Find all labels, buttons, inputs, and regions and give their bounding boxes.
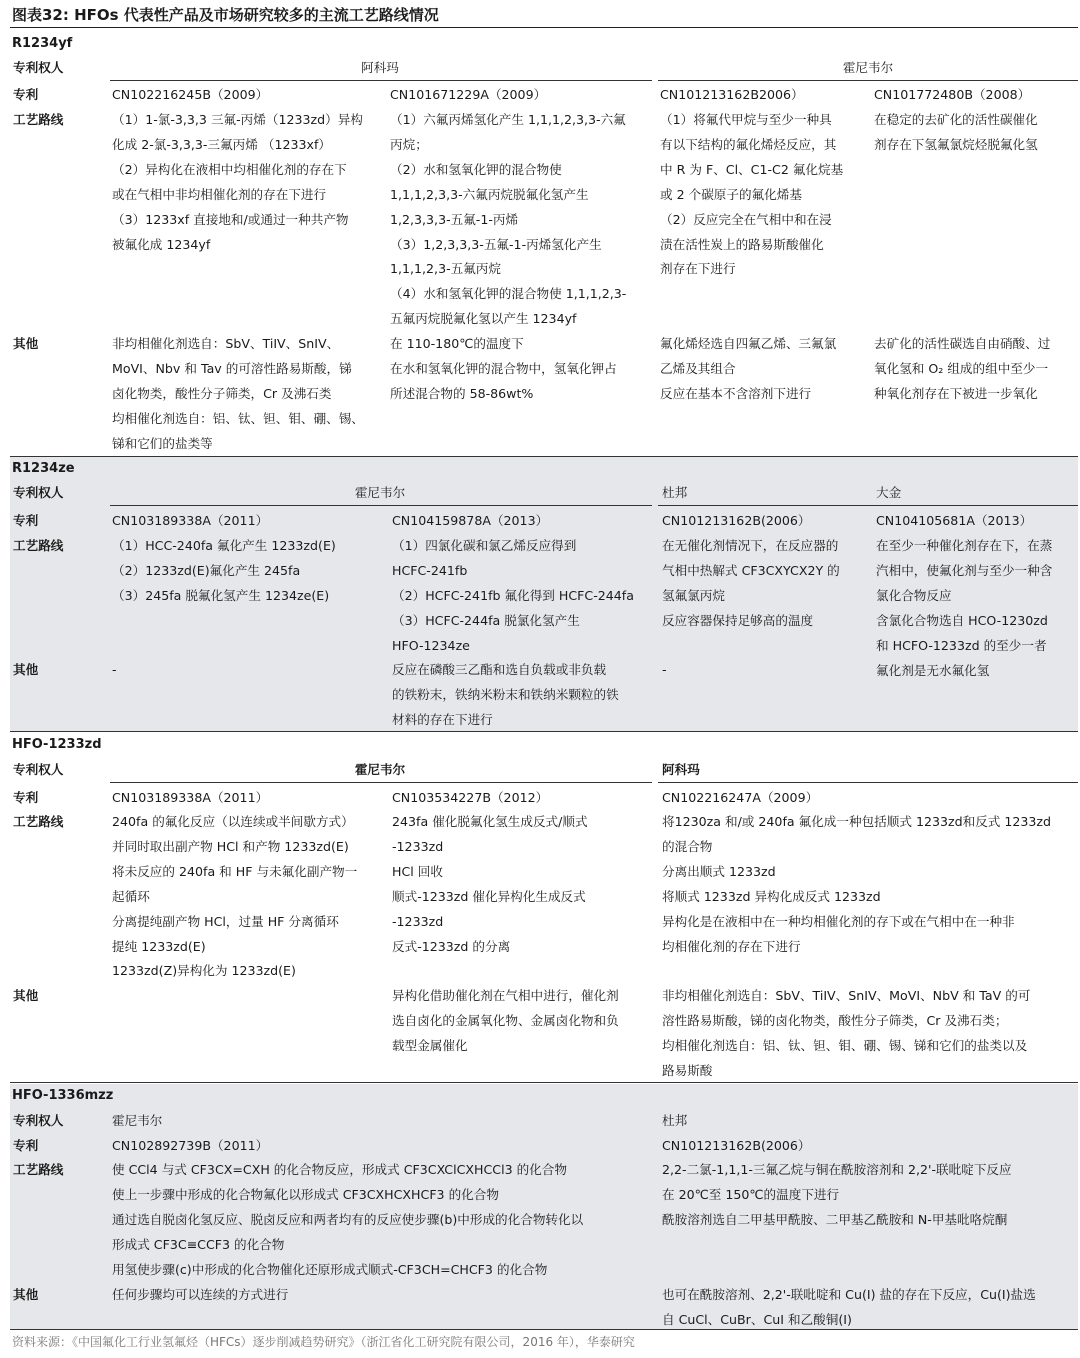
route-line: 起循环: [112, 888, 150, 904]
holder-group: 阿科玛: [662, 762, 700, 777]
route-line: （3）1233xf 直接地和/或通过一种共产物: [112, 211, 349, 227]
patent-label: 专利: [13, 87, 39, 102]
route-line: 用氢使步骤(c)中形成的化合物催化还原形成式顺式-CF3CH=CHCF3 的化合物: [112, 1261, 548, 1277]
patent-number: CN101671229A（2009）: [390, 87, 547, 102]
route-line: 气相中热解式 CF3CXYCX2Y 的: [662, 562, 840, 578]
route-line: 分离提纯副产物 HCl，过量 HF 分离循环: [112, 913, 339, 929]
other-line: 异构化借助催化剂在气相中进行，催化剂: [392, 988, 619, 1003]
patent-number: CN103534227B（2012）: [392, 790, 549, 805]
other-line: 去矿化的活性碳选自由硝酸、过: [874, 336, 1051, 351]
patent-number: CN101213162B(2006）: [662, 1138, 811, 1153]
route-line: 酰胺溶剂选自二甲基甲酰胺、二甲基乙酰胺和 N-甲基吡咯烷酮: [662, 1211, 1008, 1227]
other-line: 氟化烯烃选自四氟乙烯、三氟氯: [660, 336, 837, 351]
route-line: 1,1,1,2,3,3-六氟丙烷脱氟化氢产生: [390, 186, 589, 202]
holder-group: 杜邦: [662, 485, 688, 500]
route-line: 在无催化剂情况下，在反应器的: [662, 538, 839, 553]
other-line: 种氧化剂存在下被进一步氧化: [874, 385, 1038, 401]
route-line: 2,2-二氯-1,1,1-三氟乙烷与铜在酰胺溶剂和 2,2'-联吡啶下反应: [662, 1162, 1012, 1177]
other-line: 卤化物类，酸性分子筛类，Cr 及沸石类: [112, 385, 332, 401]
route-line: -1233zd: [392, 913, 444, 929]
holder-group: 杜邦: [662, 1113, 688, 1128]
patent-number: CN103189338A（2011）: [112, 790, 269, 805]
group-underline: [110, 505, 652, 506]
group-underline: [110, 80, 652, 81]
route-line: 均相催化剂的存在下进行: [662, 938, 801, 954]
patent-number: CN101772480B（2008）: [874, 87, 1031, 102]
holder-group: 霍尼韦尔: [112, 1113, 163, 1128]
holder-group: 霍尼韦尔: [842, 60, 894, 75]
route-line: 形成式 CF3C≡CCF3 的化合物: [112, 1236, 285, 1252]
route-line: 顺式-1233zd 催化异构化生成反式: [392, 888, 586, 904]
patent-number: CN102892739B（2011）: [112, 1138, 269, 1153]
group-underline: [110, 782, 652, 783]
route-line: （2）1233zd(E)氟化产生 245fa: [112, 562, 301, 578]
route-line: 使上一步骤中形成的化合物氟化以形成式 CF3CXHCXHCF3 的化合物: [112, 1186, 499, 1202]
route-line: 在至少一种催化剂存在下，在蒸: [876, 538, 1053, 553]
other-line: 任何步骤均可以连续的方式进行: [112, 1287, 289, 1302]
other-line: 乙烯及其组合: [660, 360, 736, 376]
route-line: 使 CCl4 与式 CF3CX=CXH 的化合物反应，形成式 CF3CXClCXHCCl3 的化合物: [112, 1162, 567, 1177]
source-note: 资料来源：《中国氟化工行业氢氟烃（HFCs）逐步削减趋势研究》（浙江省化工研究院有限公司，2016 年），华泰研究: [12, 1335, 635, 1349]
route-label: 工艺路线: [13, 814, 64, 829]
route-line: 将顺式 1233zd 异构化成反式 1233zd: [662, 888, 881, 904]
route-line: 1,1,1,2,3-五氟丙烷: [390, 261, 501, 277]
route-line: 有以下结构的氟化烯烃反应，其: [660, 136, 837, 152]
other-label: 其他: [13, 662, 39, 677]
patent-number: CN103189338A（2011）: [112, 513, 269, 528]
patent-label: 专利: [13, 513, 39, 528]
holder-label: 专利权人: [13, 1113, 64, 1128]
route-line: 或在气相中非均相催化剂的存在下进行: [112, 186, 327, 202]
route-line: HCl 回收: [392, 863, 443, 879]
other-line: 均相催化剂选自：铝、钛、钽、钼、硼、锡、锑和它们的盐类以及: [662, 1037, 1028, 1053]
route-line: 并同时取出副产物 HCl 和产物 1233zd(E): [112, 838, 349, 854]
route-label: 工艺路线: [13, 112, 64, 127]
other-line: 路易斯酸: [662, 1062, 713, 1078]
patent-label: 专利: [13, 790, 39, 805]
route-line: 和 HCFO-1233zd 的至少一者: [876, 637, 1047, 653]
other-line: 反应在磷酸三乙酯和选自负载或非负载: [392, 662, 607, 677]
route-line: 异构化是在液相中在一种均相催化剂的存下或在气相中在一种非: [662, 913, 1015, 929]
other-line: -: [112, 662, 117, 677]
other-line: 自 CuCl、CuBr、CuI 和乙酸铜(I): [662, 1311, 852, 1327]
other-line: 均相催化剂选自：铝、钛、钽、钼、硼、锡、: [112, 410, 364, 426]
route-line: 243fa 催化脱氟化氢生成反式/顺式: [392, 814, 588, 829]
figure-title: 图表32: HFOs 代表性产品及市场研究较多的主流工艺路线情况: [10, 4, 1078, 28]
patent-number: CN102216247A（2009）: [662, 790, 819, 805]
route-line: （2）异构化在液相中均相催化剂的存在下: [112, 161, 347, 177]
holder-group: 阿科玛: [361, 60, 399, 75]
route-line: 渍在活性炭上的路易斯酸催化: [660, 236, 824, 252]
route-line: 240fa 的氟化反应（以连续或半间歇方式）: [112, 814, 354, 829]
holder-label: 专利权人: [13, 762, 64, 777]
route-line: 通过选自脱卤化氢反应、脱卤反应和两者均有的反应使步骤(b)中形成的化合物转化以: [112, 1211, 584, 1227]
route-line: 的混合物: [662, 838, 713, 854]
other-line: MoVI、Nbv 和 Tav 的可溶性路易斯酸，锑: [112, 360, 352, 376]
route-label: 工艺路线: [13, 538, 64, 553]
other-label: 其他: [13, 336, 39, 351]
holder-group: 大金: [876, 485, 902, 500]
other-line: 溶性路易斯酸，锑的卤化物类，酸性分子筛类，Cr 及沸石类；: [662, 1012, 1008, 1028]
group-underline: [658, 505, 1078, 506]
patent-number: CN101213162B(2006）: [662, 513, 811, 528]
route-line: 将1230za 和/或 240fa 氟化成一种包括顺式 1233zd和反式 1233zd: [662, 814, 1052, 829]
other-line: 锑和它们的盐类等: [112, 435, 213, 451]
other-line: 材料的存在下进行: [392, 711, 493, 727]
group-underline: [658, 782, 1078, 783]
route-line: 氟化剂是无水氟化氢: [876, 662, 990, 678]
route-line: 化成 2-氯-3,3,3-三氟丙烯 （1233xf）: [112, 136, 331, 152]
other-label: 其他: [13, 988, 39, 1003]
section-title: HFO-1336mzz: [12, 1088, 114, 1103]
route-line: 被氟化成 1234yf: [112, 236, 211, 252]
route-line: 在稳定的去矿化的活性碳催化: [874, 112, 1038, 127]
route-line: （1）HCC-240fa 氟化产生 1233zd(E): [112, 538, 336, 553]
other-line: 所述混合物的 58-86wt%: [390, 385, 534, 401]
group-underline: [658, 80, 1078, 81]
route-line: （2）水和氢氧化钾的混合物使: [390, 161, 562, 177]
holder-label: 专利权人: [13, 485, 64, 500]
other-line: 也可在酰胺溶剂、2,2'-联吡啶和 Cu(I) 盐的存在下反应，Cu(I)盐选: [662, 1287, 1036, 1302]
patent-label: 专利: [13, 1138, 39, 1153]
section-title: R1234ze: [12, 461, 75, 476]
other-line: 载型金属催化: [392, 1037, 468, 1053]
holder-group: 霍尼韦尔: [354, 485, 406, 500]
route-line: -1233zd: [392, 838, 444, 854]
route-line: 丙烷；: [390, 136, 428, 152]
route-line: 将未反应的 240fa 和 HF 与未氟化副产物一: [112, 863, 358, 879]
other-line: 在 110-180℃的温度下: [390, 336, 524, 351]
route-label: 工艺路线: [13, 1162, 64, 1177]
other-line: 选自卤化的金属氧化物、金属卤化物和负: [392, 1012, 619, 1028]
other-line: -: [662, 662, 667, 677]
route-line: （3）245fa 脱氟化氢产生 1234ze(E): [112, 587, 330, 603]
route-line: HCFC-241fb: [392, 562, 468, 578]
route-line: 剂存在下进行: [660, 261, 736, 277]
other-line: 非均相催化剂选自：SbV、TiIV、SnIV、MoVI、NbV 和 TaV 的可: [662, 988, 1031, 1003]
route-line: （1）六氟丙烯氢化产生 1,1,1,2,3,3-六氟: [390, 112, 626, 127]
route-line: 氯化合物反应: [876, 587, 952, 603]
other-line: 反应在基本不含溶剂下进行: [660, 385, 812, 401]
patent-number: CN104105681A（2013）: [876, 513, 1033, 528]
route-line: 1233zd(Z)异构化为 1233zd(E): [112, 963, 296, 979]
route-line: 反应容器保持足够高的温度: [662, 612, 814, 628]
other-label: 其他: [13, 1287, 39, 1302]
route-line: 含氯化合物选自 HCO-1230zd: [876, 612, 1048, 628]
route-line: （1）将氟代甲烷与至少一种具: [660, 112, 832, 127]
route-line: （2）反应完全在气相中和在浸: [660, 211, 832, 227]
route-line: （3）1,2,3,3,3-五氟-1-丙烯氢化产生: [390, 236, 602, 252]
route-line: 提纯 1233zd(E): [112, 938, 206, 954]
route-line: 氢氟氯丙烷: [662, 587, 725, 603]
route-line: 中 R 为 F、Cl、C1-C2 氟化烷基: [660, 161, 844, 177]
route-line: HFO-1234ze: [392, 637, 470, 653]
other-line: 非均相催化剂选自：SbV、TiIV、SnIV、: [112, 336, 340, 351]
patent-number: CN102216245B（2009）: [112, 87, 269, 102]
route-line: 分离出顺式 1233zd: [662, 863, 776, 879]
other-line: 在水和氢氧化钾的混合物中，氢氧化钾占: [390, 360, 617, 376]
route-line: 反式-1233zd 的分离: [392, 938, 511, 954]
patent-number: CN101213162B2006）: [660, 87, 804, 102]
route-line: 或 2 个碳原子的氟化烯基: [660, 186, 802, 202]
other-line: 的铁粉末，铁纳米粉末和铁纳米颗粒的铁: [392, 686, 619, 702]
route-line: （1）1-氯-3,3,3 三氟-丙烯（1233zd）异构: [112, 112, 363, 127]
route-line: 剂存在下氢氟氯烷烃脱氟化氢: [874, 136, 1038, 152]
patent-number: CN104159878A（2013）: [392, 513, 549, 528]
holder-label: 专利权人: [13, 60, 64, 75]
section-title: R1234yf: [12, 36, 73, 51]
route-line: 汽相中，使氟化剂与至少一种含: [876, 562, 1053, 578]
holder-group: 霍尼韦尔: [354, 762, 406, 777]
route-line: （2）HCFC-241fb 氟化得到 HCFC-244fa: [392, 587, 634, 603]
route-line: 1,2,3,3,3-五氟-1-丙烯: [390, 211, 519, 227]
route-line: （1）四氯化碳和氯乙烯反应得到: [392, 538, 577, 553]
route-line: （4）水和氢氧化钾的混合物使 1,1,1,2,3-: [390, 286, 627, 302]
other-line: 氧化氢和 O₂ 组成的组中至少一: [874, 360, 1049, 376]
section-title: HFO-1233zd: [12, 737, 102, 752]
route-line: （3）HCFC-244fa 脱氯化氢产生: [392, 612, 580, 628]
route-line: 在 20℃至 150℃的温度下进行: [662, 1186, 840, 1202]
route-line: 五氟丙烷脱氟化氢以产生 1234yf: [390, 311, 577, 327]
